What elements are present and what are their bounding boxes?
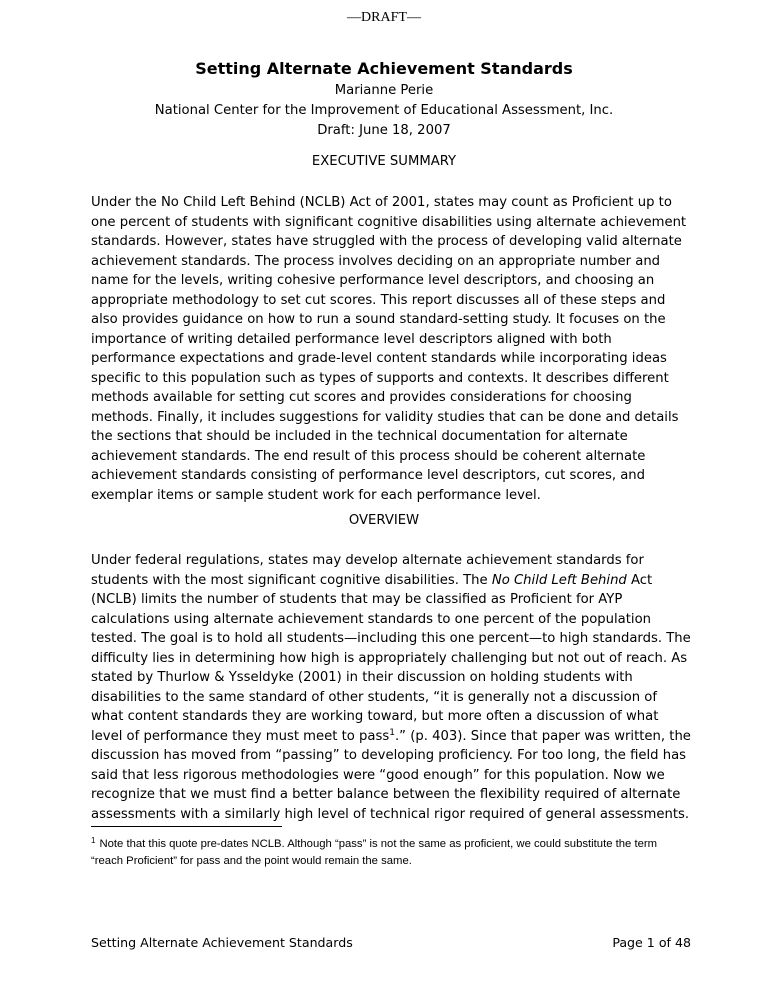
title-block	[0, 57, 768, 141]
page-footer	[91, 934, 691, 952]
footnote-number: 1	[91, 836, 96, 845]
author-organization: National Center for the Improvement of Educational Assessment, Inc.	[154, 103, 614, 118]
overview-text-part1: Under federal regulations, states may develop alternate achievement standards for students with the most significant cognitive disabilities. The	[91, 553, 644, 588]
act-name-italic: No Child Left Behind	[491, 572, 627, 588]
draft-date: Draft: June 18, 2007	[317, 123, 451, 138]
footer-page-number: Page 1 of 48	[612, 935, 691, 950]
footnote	[91, 836, 691, 870]
draft-header: —DRAFT—	[347, 10, 421, 25]
executive-summary-heading: EXECUTIVE SUMMARY	[311, 154, 457, 169]
footnote-separator	[91, 826, 282, 827]
footnote-reference[interactable]: 1	[389, 727, 395, 738]
overview-text-part3: .” (p. 403). Since that paper was written, the discussion has moved from “passing” to developing proficiency. For too long, the field has said that less rigorous methodologies were “good enough” for this population. Now we recognize that we must find a better balance between the flexibility required of alternate assessments with a similarly high level of technical rigor required of general assessments.	[91, 728, 691, 822]
footer-document-title: Setting Alternate Achievement Standards	[91, 935, 353, 950]
footnote-text: Note that this quote pre-dates NCLB. Although “pass” is not the same as proficient, we could substitute the term “reach Proficient” for pass and the point would remain the same.	[91, 838, 658, 867]
overview-paragraph	[91, 551, 691, 824]
document-title: Setting Alternate Achievement Standards	[195, 59, 573, 78]
overview-text-part2: Act (NCLB) limits the number of students that may be classified as Proficient for AYP calculations using alternate achievement standards to one percent of the population tested. The goal is to hold all students—including this one percent—to high standards. The difficulty lies in determining how high is appropriately challenging but not out of reach. As stated by Thurlow & Ysseldyke (2001) in their discussion on holding students with disabilities to the same standard of other students, “it is generally not a discussion of what content standards they are working toward, but more often a discussion of what level of performance they must meet to pass	[91, 572, 691, 744]
overview-heading: OVERVIEW	[348, 513, 420, 528]
executive-summary-paragraph: Under the No Child Left Behind (NCLB) Act of 2001, states may count as Proficient up to one percent of students with significant cognitive disabilities using alternate achievement standards. However, states have struggled with the process of developing valid alternate achievement standards. The process involves deciding on an appropriate number and name for the levels, writing cohesive performance level descriptors, and choosing an appropriate methodology to set cut scores. This report discusses all of these steps and also provides guidance on how to run a sound standard-setting study. It focuses on the importance of writing detailed performance level descriptors aligned with both performance expectations and grade-level content standards while incorporating ideas specific to this population such as types of supports and contexts. It describes different methods available for setting cut scores and provides considerations for choosing methods. Finally, it includes suggestions for validity studies that can be done and details the sections that should be included in the technical documentation for alternate achievement standards. The end result of this process should be coherent alternate achievement standards consisting of performance level descriptors, cut scores, and exemplar items or sample student work for each performance level.	[91, 195, 687, 503]
author-name: Marianne Perie	[334, 83, 434, 98]
